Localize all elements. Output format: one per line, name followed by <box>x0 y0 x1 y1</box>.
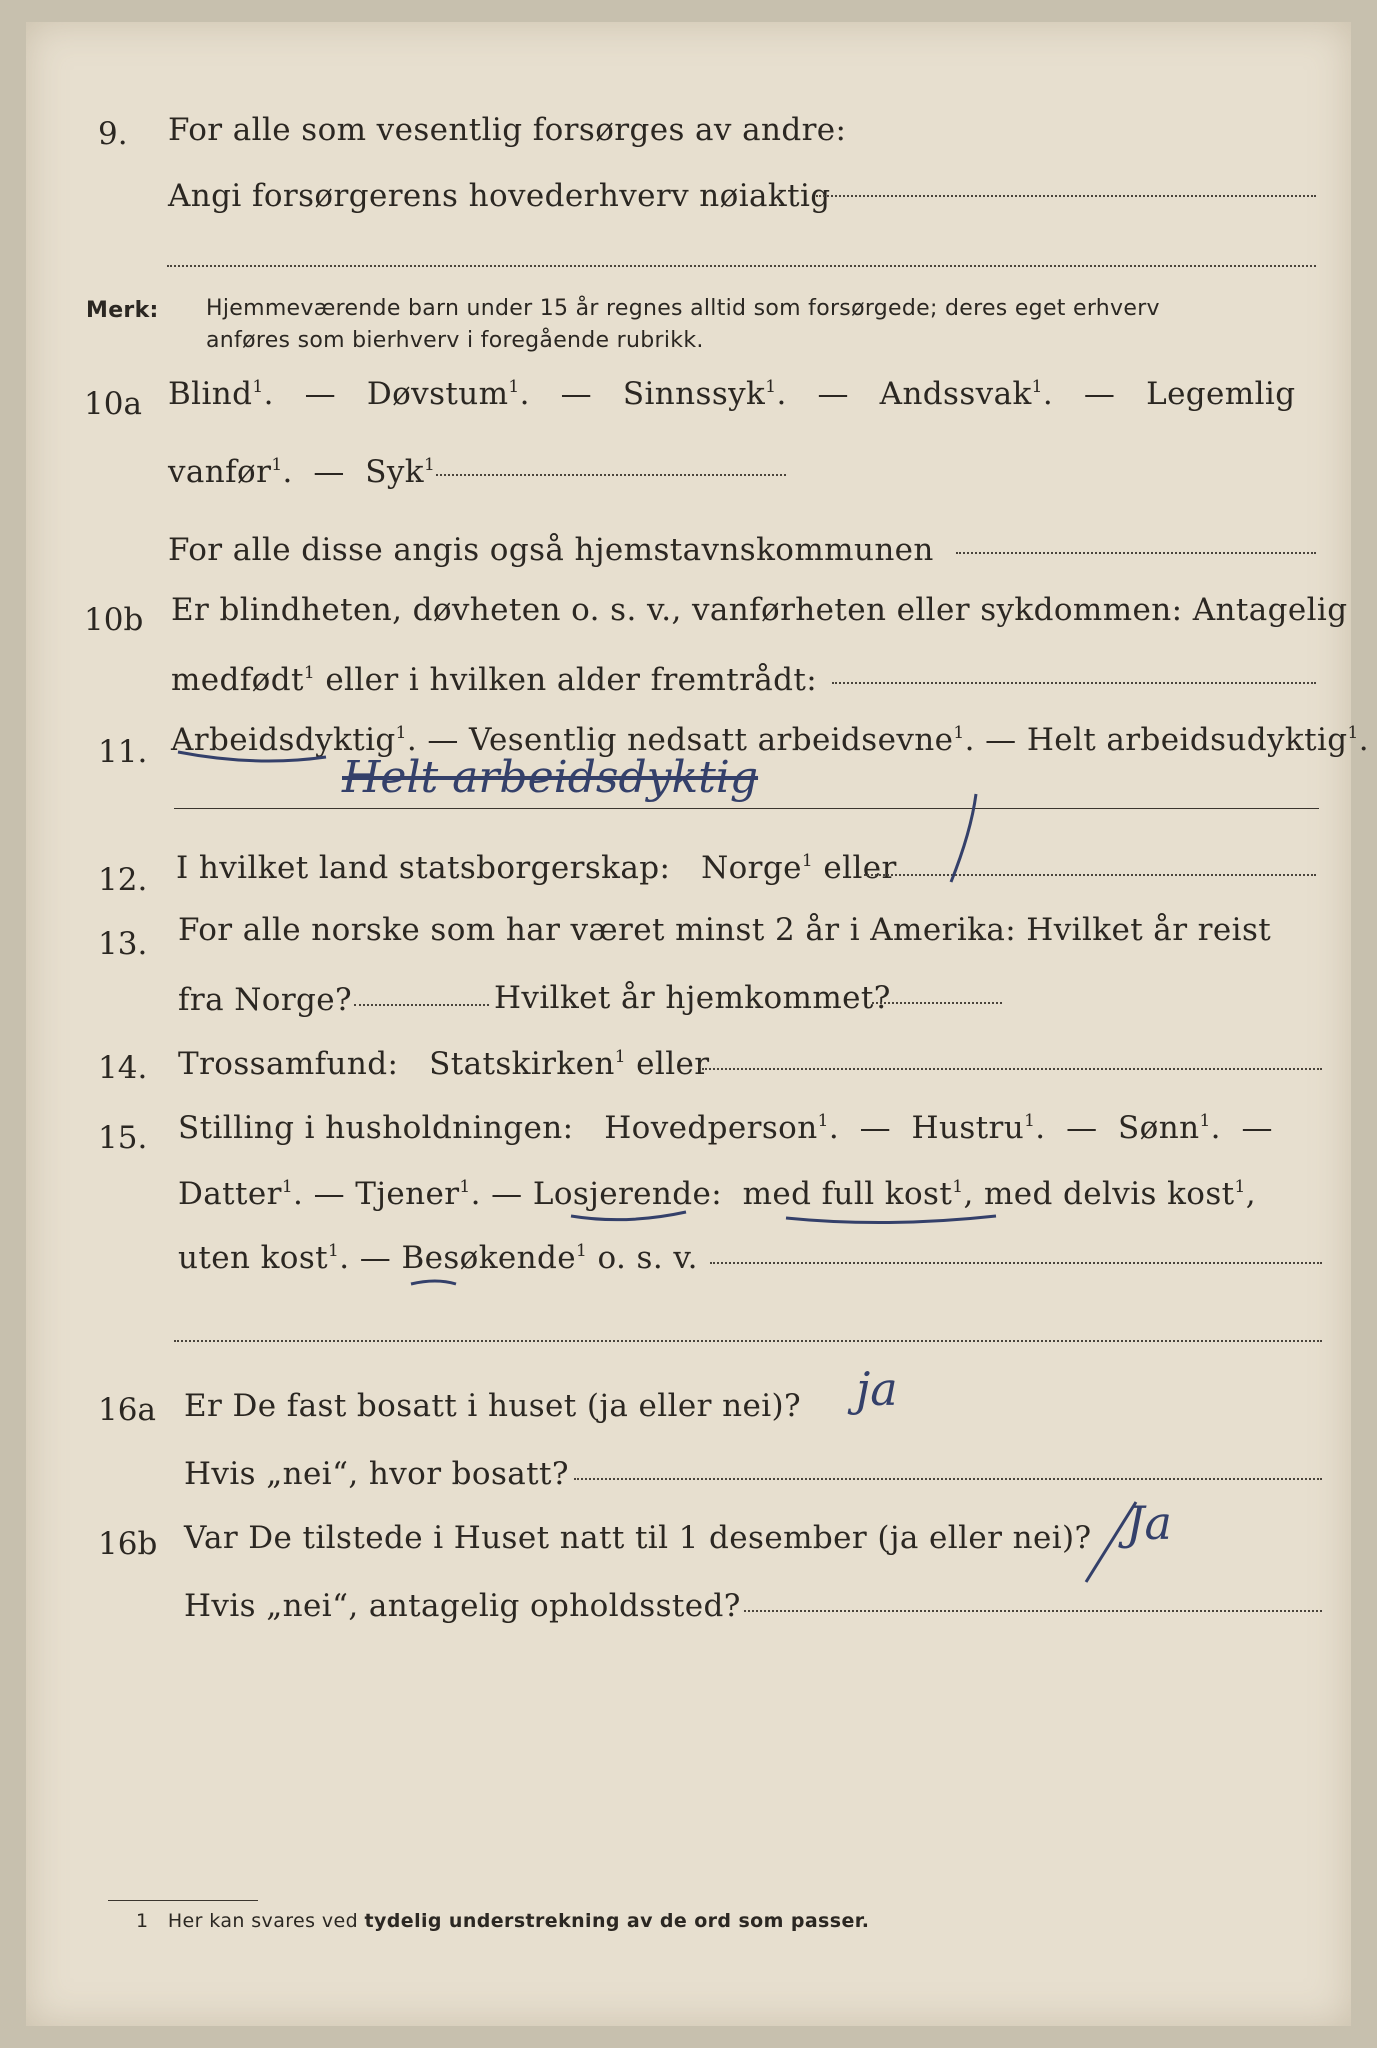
footnote-emphasis: tydelig understrekning av de ord som passer. <box>364 1910 870 1932</box>
q13-line1: For alle norske som har været minst 2 år i Amerika: Hvilket år reist <box>178 912 1272 948</box>
q16b-line1: Var De tilstede i Huset natt til 1 desember (ja eller nei)? <box>184 1520 1092 1556</box>
opt-arbeidsdyktig[interactable]: Arbeidsdyktig <box>171 722 396 758</box>
q16b-line2: Hvis „nei“, antagelig opholdssted? <box>184 1588 741 1624</box>
opt-tjener[interactable]: Tjener <box>355 1176 460 1212</box>
q10a-line3: For alle disse angis også hjemstavnskommunen <box>168 532 934 568</box>
item-number-12: 12. <box>98 862 148 898</box>
q15-line1: Stilling i husholdningen: Hovedperson$^1$. — Hustru$^1$. — Sønn$^1$. — <box>178 1110 1273 1146</box>
opt-helt-arbeidsudyktig[interactable]: Helt arbeidsudyktig <box>1026 722 1348 758</box>
q12-pen-stroke <box>951 794 976 882</box>
opt-hustru[interactable]: Hustru <box>911 1110 1025 1146</box>
merk-label: Merk: <box>86 298 159 323</box>
q11-line1: Arbeidsdyktig$^1$. — Vesentlig nedsatt arbeidsevne$^1$. — Helt arbeidsudyktig$^1$. <box>171 722 1369 758</box>
opt-sinnssyk[interactable]: Sinnssyk <box>622 376 766 412</box>
handwriting-ink-overlay <box>26 22 1351 2026</box>
merk-line1: Hjemmeværende barn under 15 år regnes alltid som forsørgede; deres eget erhverv <box>206 296 1160 321</box>
opt-hovedperson[interactable]: Hovedperson <box>604 1110 818 1146</box>
opt-medfodt[interactable]: medfødt <box>171 662 304 698</box>
item-number-13: 13. <box>98 926 148 962</box>
opt-vanfor[interactable]: vanfør <box>168 454 272 490</box>
opt-vesentlig-nedsatt[interactable]: Vesentlig nedsatt arbeidsevne <box>469 722 954 758</box>
q10b-line1: Er blindheten, døvheten o. s. v., vanførheten eller sykdommen: Antagelig <box>171 592 1348 628</box>
opt-delvis-kost[interactable]: med delvis kost <box>983 1176 1235 1212</box>
opt-full-kost[interactable]: med full kost <box>742 1176 953 1212</box>
item-number-11: 11. <box>98 734 148 770</box>
q16a-handwritten-answer: ja <box>856 1362 898 1416</box>
q13-hjemkommet: Hvilket år hjemkommet? <box>494 980 891 1016</box>
item-number-10a: 10a <box>84 386 142 422</box>
opt-besokende[interactable]: Besøkende <box>401 1240 577 1276</box>
q16b-handwritten-answer: Ja <box>1126 1496 1172 1550</box>
opt-norge[interactable]: Norge <box>701 850 802 886</box>
footnote-lead: Her kan svares ved <box>167 1910 359 1932</box>
item-number-16b: 16b <box>98 1526 158 1562</box>
opt-blind[interactable]: Blind <box>168 376 253 412</box>
underline-full-kost <box>786 1216 996 1223</box>
opt-dovstum[interactable]: Døvstum <box>366 376 509 412</box>
underline-arbeidsdyktig <box>178 752 326 761</box>
footnote-number: 1 <box>136 1910 149 1932</box>
opt-datter[interactable]: Datter <box>178 1176 282 1212</box>
q10b-line2: medfødt$^1$ eller i hvilken alder fremtrådt: <box>171 662 818 698</box>
merk-line2: anføres som bierhverv i foregående rubrikk. <box>206 328 704 353</box>
item-number-15: 15. <box>98 1120 148 1156</box>
opt-andssvak[interactable]: Andssvak <box>879 376 1032 412</box>
q16b-pen-stroke <box>1086 1502 1136 1582</box>
q10a-line1: Blind$^1$. — Døvstum$^1$. — Sinnssyk$^1$. — Andssvak$^1$. — Legemlig <box>168 376 1296 412</box>
item-number-10b: 10b <box>84 602 144 638</box>
opt-sonn[interactable]: Sønn <box>1118 1110 1200 1146</box>
item-number-16a: 16a <box>98 1392 156 1428</box>
q14-line: Trossamfund: Statskirken$^1$ eller <box>178 1046 710 1082</box>
opt-statskirken[interactable]: Statskirken <box>429 1046 615 1082</box>
q10a-line2: vanfør$^1$. — Syk$^1$ <box>168 454 436 490</box>
underline-losjerende <box>571 1212 686 1220</box>
item-number-9: 9. <box>98 116 128 152</box>
q11-handwritten-answer: Helt arbeidsdyktig <box>342 752 759 803</box>
q16a-line1: Er De fast bosatt i huset (ja eller nei)? <box>184 1388 802 1424</box>
item-number-14: 14. <box>98 1050 148 1086</box>
q13-fra-norge: fra Norge? <box>178 982 353 1018</box>
q12-line: I hvilket land statsborgerskap: Norge$^1$ eller <box>176 850 897 886</box>
q15-line2: Datter$^1$. — Tjener$^1$. — Losjerende: med full kost$^1$, med delvis kost$^1$, <box>178 1176 1256 1212</box>
opt-legemlig[interactable]: Legemlig <box>1146 376 1296 412</box>
opt-losjerende[interactable]: Losjerende: <box>532 1176 723 1212</box>
pen-mark-besokende <box>411 1281 456 1284</box>
q9-line2: Angi forsørgerens hovederhverv nøiaktig <box>168 178 831 214</box>
opt-uten-kost[interactable]: uten kost <box>178 1240 329 1276</box>
q9-line1: For alle som vesentlig forsørges av andre: <box>168 112 847 148</box>
census-form-page <box>26 22 1369 2026</box>
q15-line3: uten kost$^1$. — Besøkende$^1$ o. s. v. <box>178 1240 698 1276</box>
opt-syk[interactable]: Syk <box>365 454 424 490</box>
q16a-line2: Hvis „nei“, hvor bosatt? <box>184 1456 569 1492</box>
